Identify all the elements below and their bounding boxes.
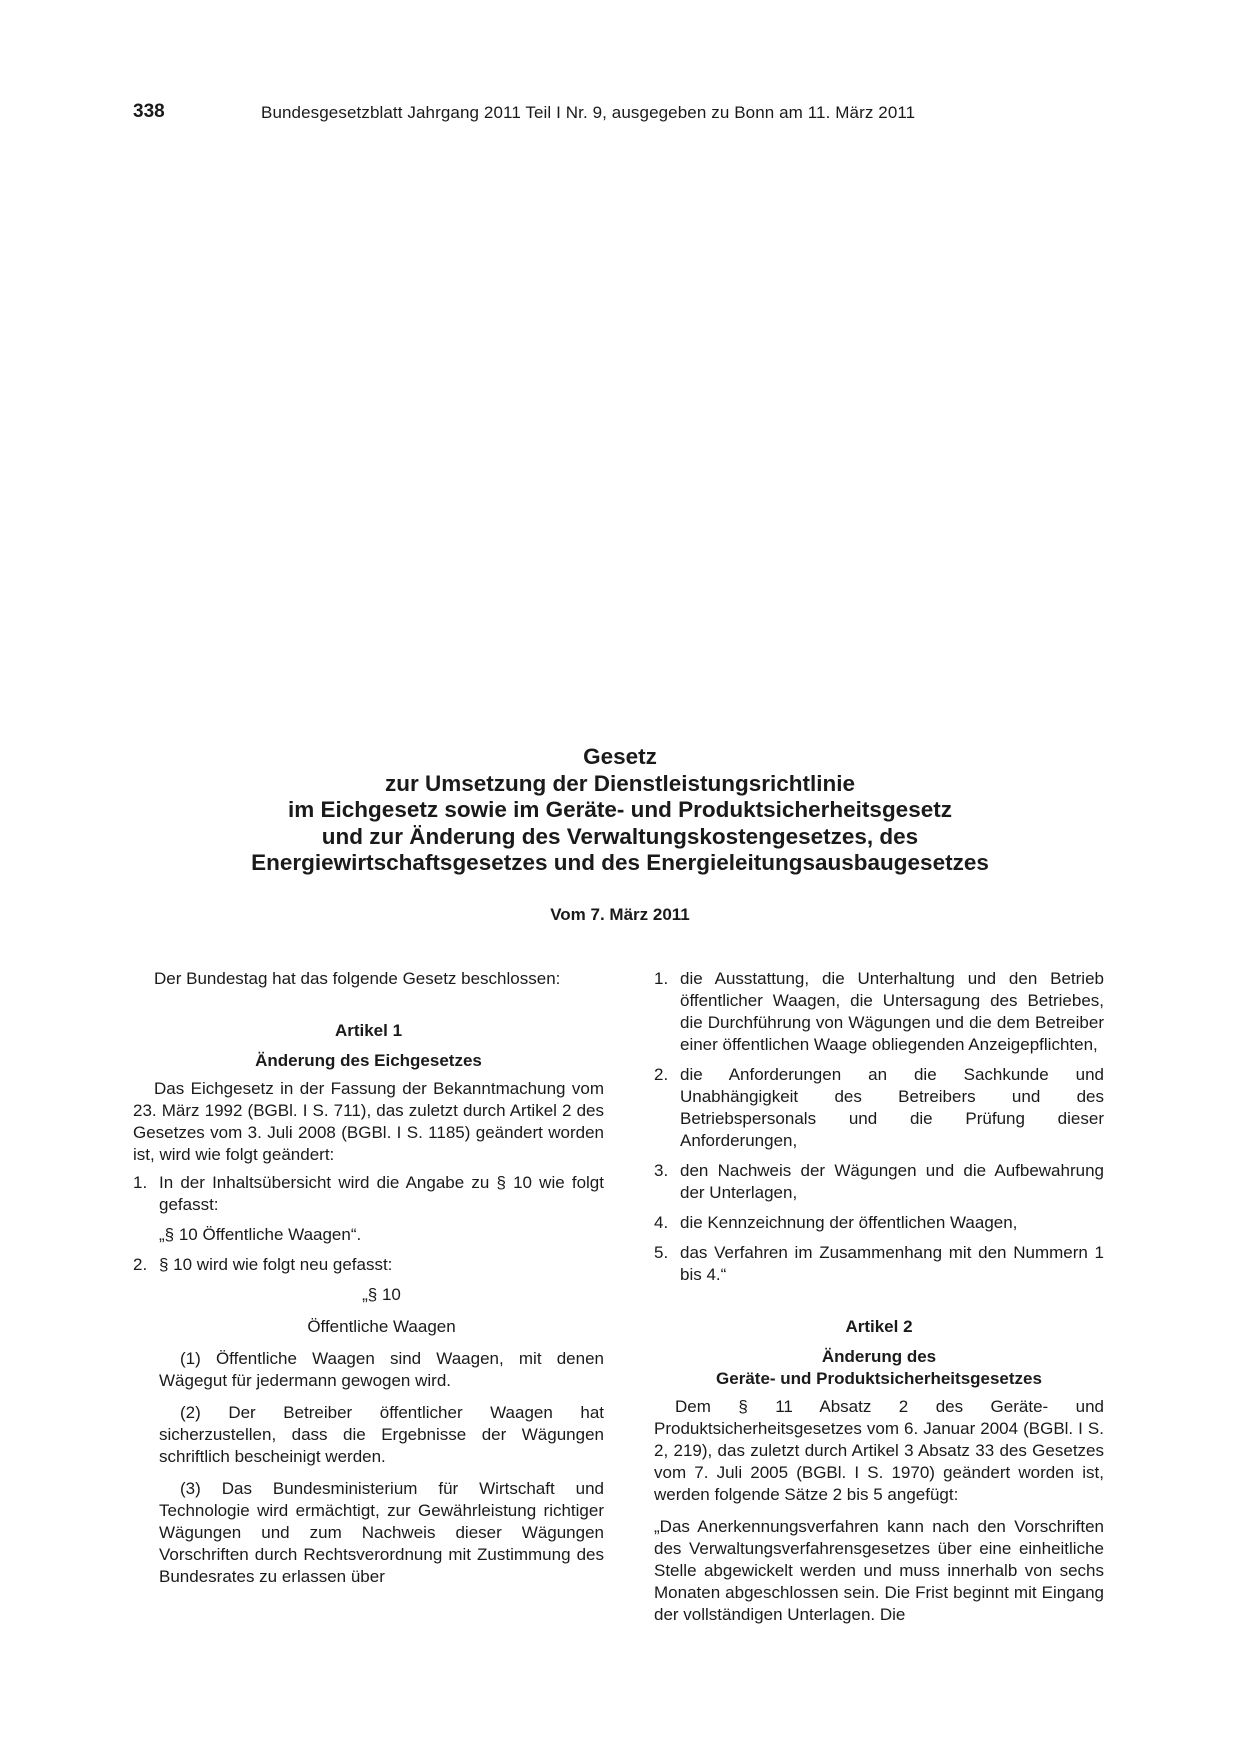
running-header: Bundesgesetzblatt Jahrgang 2011 Teil I Nr. 9, ausgegeben zu Bonn am 11. März 2011: [261, 103, 916, 122]
item-number: 1.: [133, 1173, 148, 1192]
item-number: 4.: [654, 1213, 669, 1232]
article-1-intro: Das Eichgesetz in der Fassung der Bekanntmachung vom 23. März 1992 (BGBl. I S. 711), das zuletzt durch Artikel 2 des Gesetzes vom 3. Juli 2008 (BGBl. I S. 1185) geändert worden ist, wird wie folgt geändert:: [133, 1079, 604, 1164]
amendment-item: [133, 1254, 604, 1276]
item-number: 2.: [654, 1065, 669, 1084]
preamble: Der Bundestag hat das folgende Gesetz beschlossen:: [154, 969, 561, 988]
article-2-quote: „Das Anerkennungsverfahren kann nach den Vorschriften des Verwaltungsverfahrensgesetzes über eine einheitliche Stelle abgewickelt werden und muss innerhalb von sechs Monaten abgeschlossen sein. Die Frist beginnt mit Eingang der vollständigen Unterlagen. Die: [654, 1517, 1104, 1624]
article-2-label: Artikel 2: [845, 1317, 913, 1336]
item-quote: „§ 10 Öffentliche Waagen“.: [159, 1225, 362, 1244]
title-line: und zur Änderung des Verwaltungskostengesetzes, des: [321, 823, 919, 849]
title-line: im Eichgesetz sowie im Geräte- und Produktsicherheitsgesetz: [288, 797, 952, 822]
article-2-intro: Dem § 11 Absatz 2 des Geräte- und Produktsicherheitsgesetzes vom 6. Januar 2004 (BGBl. I S. 2, 219), das zuletzt durch Artikel 3 Absatz 33 des Gesetzes vom 7. Juli 2005 (BGBl. I S. 1970) geändert worden ist, werden folgende Sätze 2 bis 5 angefügt:: [654, 1397, 1104, 1504]
absatz-3: (3) Das Bundesministerium für Wirtschaft und Technologie wird ermächtigt, zur Gewährleistung richtiger Wägungen und zum Nachweis dieser Wägungen Vorschriften durch Rechtsverordnung mit Zustimmung des Bundesrates zu erlassen über: [159, 1479, 604, 1586]
article-2-title: Geräte- und Produktsicherheitsgesetzes: [716, 1369, 1042, 1388]
item-number: 1.: [654, 969, 669, 988]
list-item: [654, 1212, 1104, 1234]
item-text: die Anforderungen an die Sachkunde und Unabhängigkeit des Betreibers und des Betriebspersonals und die Prüfung dieser Anforderungen,: [680, 1065, 1104, 1150]
item-text: den Nachweis der Wägungen und die Aufbewahrung der Unterlagen,: [680, 1161, 1104, 1202]
list-item: [654, 968, 1104, 1056]
title-line: Gesetz: [583, 744, 657, 769]
article-1-title: Änderung des Eichgesetzes: [255, 1051, 482, 1070]
article-2-title: Änderung des: [821, 1347, 937, 1366]
item-text: die Kennzeichnung der öffentlichen Waagen,: [680, 1213, 1018, 1232]
list-item: [654, 1242, 1104, 1286]
list-item: [654, 1160, 1104, 1204]
absatz-1: (1) Öffentliche Waagen sind Waagen, mit denen Wägegut für jedermann gewogen wird.: [159, 1349, 604, 1390]
item-text: In der Inhaltsübersicht wird die Angabe zu § 10 wie folgt gefasst:: [159, 1173, 604, 1214]
title-line: Energiewirtschaftsgesetzes und des Energieleitungsausbaugesetzes: [251, 850, 989, 875]
item-text: die Ausstattung, die Unterhaltung und den Betrieb öffentlicher Waagen, die Untersagung des Betriebes, die Durchführung von Wägungen und die dem Betreiber einer öffentlichen Waage obliegenden Anzeigepflichten,: [680, 969, 1104, 1054]
right-column: [654, 968, 1104, 1626]
item-text: das Verfahren im Zusammenhang mit den Nummern 1 bis 4.“: [680, 1243, 1104, 1284]
item-number: 5.: [654, 1243, 669, 1262]
paragraph-label: „§ 10: [362, 1285, 401, 1304]
title-line: zur Umsetzung der Dienstleistungsrichtlinie: [384, 770, 856, 796]
item-number: 3.: [654, 1161, 669, 1180]
amendment-item: [133, 1172, 604, 1216]
absatz-2: (2) Der Betreiber öffentlicher Waagen hat sicherzustellen, dass die Ergebnisse der Wägungen schriftlich bescheinigt werden.: [159, 1403, 604, 1466]
list-item: [654, 1064, 1104, 1152]
paragraph-title: Öffentliche Waagen: [307, 1317, 456, 1336]
law-date: Vom 7. März 2011: [550, 905, 690, 924]
law-title: [160, 744, 1080, 877]
item-text: § 10 wird wie folgt neu gefasst:: [159, 1255, 393, 1274]
page-number: 338: [133, 101, 165, 122]
left-column: [133, 968, 604, 1588]
article-1-label: Artikel 1: [334, 1021, 403, 1040]
item-number: 2.: [133, 1255, 148, 1274]
